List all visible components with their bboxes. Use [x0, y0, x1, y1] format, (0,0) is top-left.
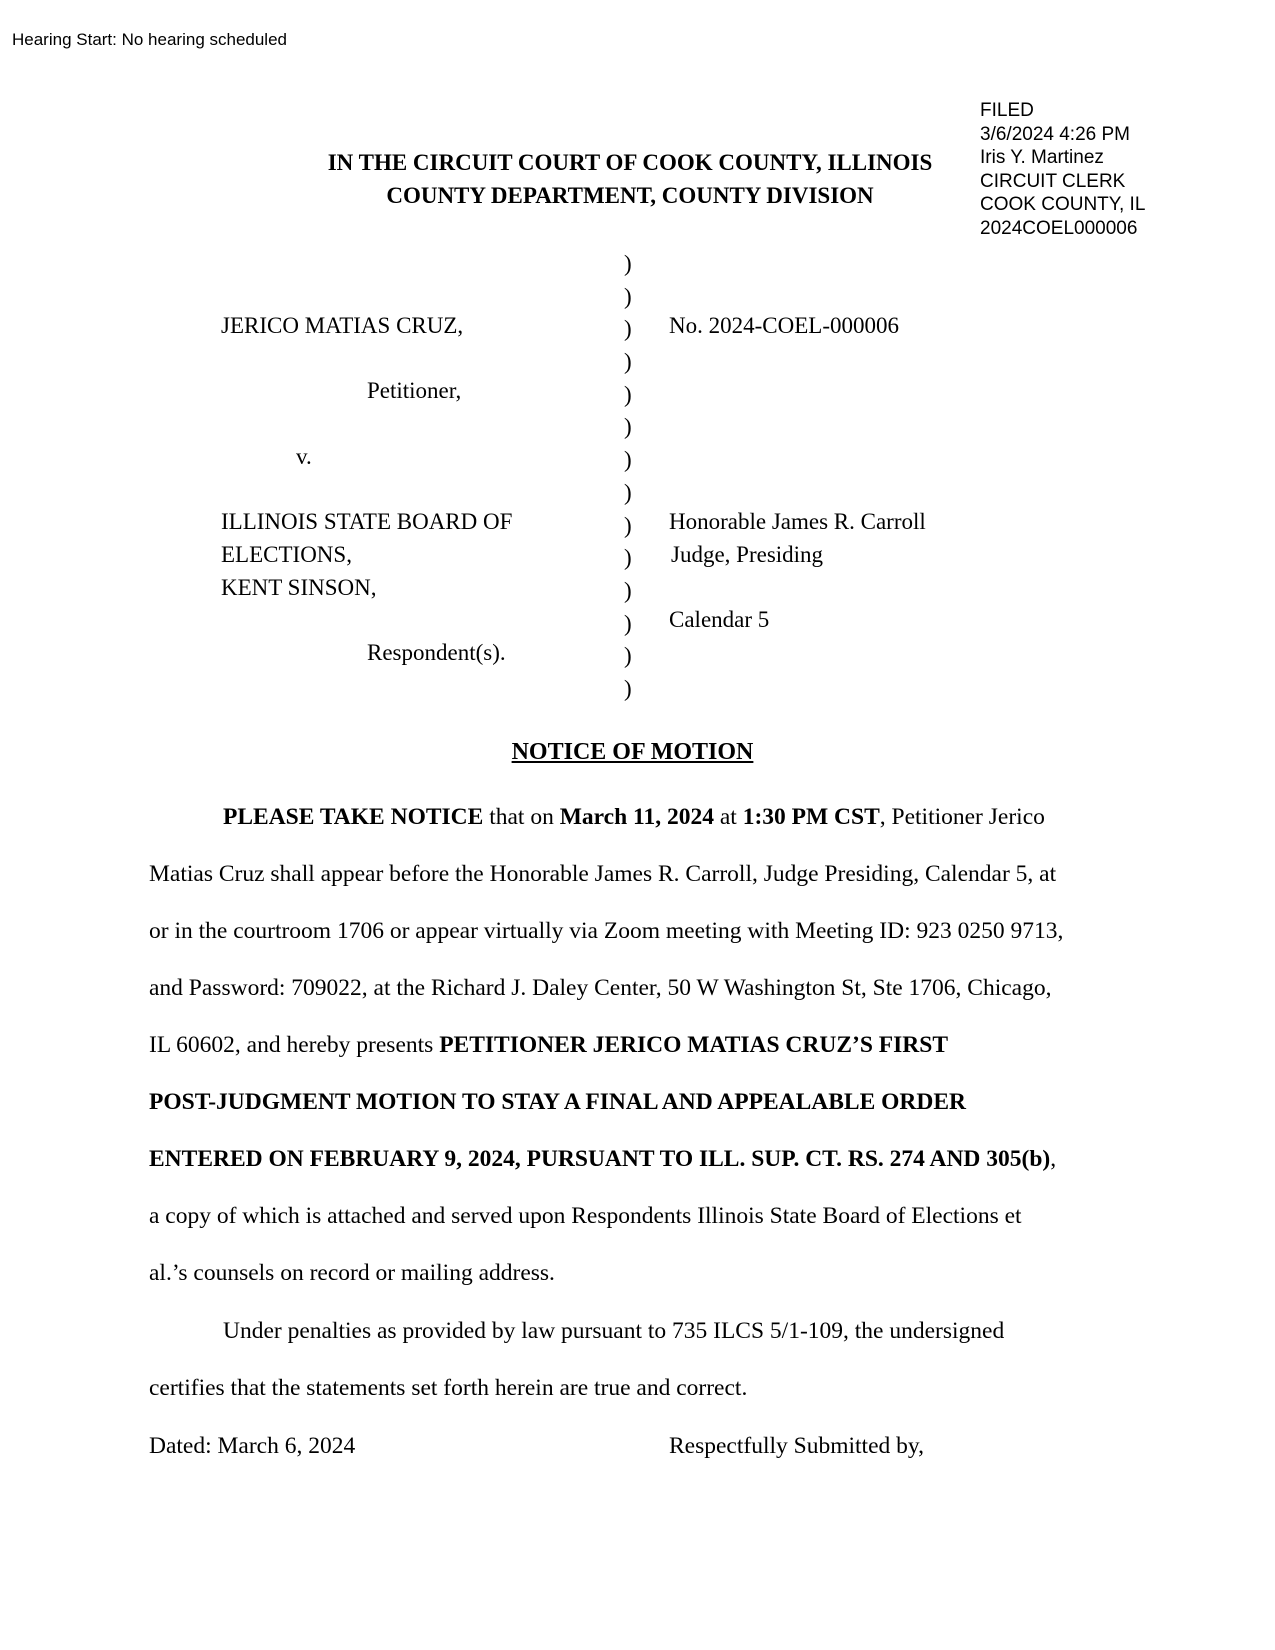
dated-line: Dated: March 6, 2024 — [149, 1433, 356, 1459]
body-line: or in the courtroom 1706 or appear virtually via Zoom meeting with Meeting ID: 923 0250 9713, — [149, 918, 1064, 944]
hearing-start-banner: Hearing Start: No hearing scheduled — [12, 30, 287, 49]
body-line: Matias Cruz shall appear before the Honorable James R. Carroll, Judge Presiding, Calendar 5, at — [149, 861, 1057, 887]
body-text: , Petitioner Jerico — [879, 804, 1045, 830]
caption-paren: ) — [624, 577, 632, 603]
filed-stamp-line: Iris Y. Martinez — [980, 147, 1104, 168]
body-text: at — [713, 804, 743, 830]
caption-paren: ) — [624, 643, 632, 669]
respondent-name-line: KENT SINSON, — [221, 575, 377, 600]
respondent-name-line: ELECTIONS, — [221, 542, 352, 567]
filed-stamp-line: FILED — [980, 100, 1034, 121]
certification-line: Under penalties as provided by law pursuant to 735 ILCS 5/1-109, the undersigned — [223, 1318, 1005, 1344]
case-number: No. 2024-COEL-000006 — [669, 313, 899, 338]
caption-paren: ) — [624, 512, 632, 538]
document-title: NOTICE OF MOTION — [511, 739, 754, 765]
body-text: , — [1050, 1146, 1057, 1172]
caption-paren: ) — [624, 675, 632, 701]
judge-name: Honorable James R. Carroll — [669, 509, 926, 534]
caption-divider — [624, 248, 632, 706]
body-line: and Password: 709022, at the Richard J. Daley Center, 50 W Washington St, Ste 1706, Chicago, — [149, 975, 1052, 1001]
versus-label: v. — [296, 444, 312, 469]
hearing-time: 1:30 PM CST — [742, 804, 880, 830]
caption-paren: ) — [624, 545, 632, 571]
body-line — [223, 801, 1045, 833]
calendar-label: Calendar 5 — [669, 607, 770, 632]
body-text: that on — [483, 804, 560, 830]
motion-title-line: POST-JUDGMENT MOTION TO STAY A FINAL AND APPEALABLE ORDER — [149, 1089, 967, 1115]
body-line: a copy of which is attached and served upon Respondents Illinois State Board of Elections et — [149, 1203, 1022, 1229]
caption-paren: ) — [624, 610, 632, 636]
motion-title-part: ENTERED ON FEBRUARY 9, 2024, PURSUANT TO ILL. SUP. CT. RS. 274 AND 305(b) — [149, 1146, 1051, 1172]
filed-stamp — [980, 99, 1145, 240]
filed-stamp-line: 3/6/2024 4:26 PM — [980, 123, 1130, 145]
caption-paren: ) — [624, 414, 632, 440]
body-text: IL 60602, and hereby presents — [149, 1032, 440, 1058]
caption-paren: ) — [624, 381, 632, 407]
filed-stamp-line: COOK COUNTY, IL — [980, 194, 1146, 215]
respectfully-submitted: Respectfully Submitted by, — [669, 1433, 924, 1459]
court-header-line: COUNTY DEPARTMENT, COUNTY DIVISION — [386, 183, 874, 208]
petitioner-name: JERICO MATIAS CRUZ, — [221, 313, 464, 338]
caption-paren: ) — [624, 349, 632, 375]
caption-paren: ) — [624, 479, 632, 505]
certification-line: certifies that the statements set forth herein are true and correct. — [149, 1375, 748, 1401]
caption-paren: ) — [624, 316, 632, 342]
body-line — [149, 1143, 1056, 1175]
respondent-label: Respondent(s). — [367, 640, 506, 665]
caption-paren: ) — [624, 283, 632, 309]
caption-paren: ) — [624, 251, 632, 276]
filed-stamp-line: CIRCUIT CLERK — [980, 170, 1126, 192]
motion-title-part: PETITIONER JERICO MATIAS CRUZ’S FIRST — [439, 1032, 949, 1058]
petitioner-label: Petitioner, — [367, 378, 462, 403]
body-line — [149, 1029, 948, 1061]
judge-role: Judge, Presiding — [671, 542, 824, 567]
notice-lead: PLEASE TAKE NOTICE — [223, 804, 484, 830]
caption-paren: ) — [624, 447, 632, 473]
body-line: al.’s counsels on record or mailing address. — [149, 1260, 555, 1286]
hearing-date: March 11, 2024 — [559, 804, 714, 830]
respondent-name-line: ILLINOIS STATE BOARD OF — [221, 509, 513, 534]
filed-stamp-line: 2024COEL000006 — [980, 217, 1138, 239]
court-header-line: IN THE CIRCUIT COURT OF COOK COUNTY, ILLINOIS — [327, 150, 933, 175]
court-header — [300, 146, 960, 212]
